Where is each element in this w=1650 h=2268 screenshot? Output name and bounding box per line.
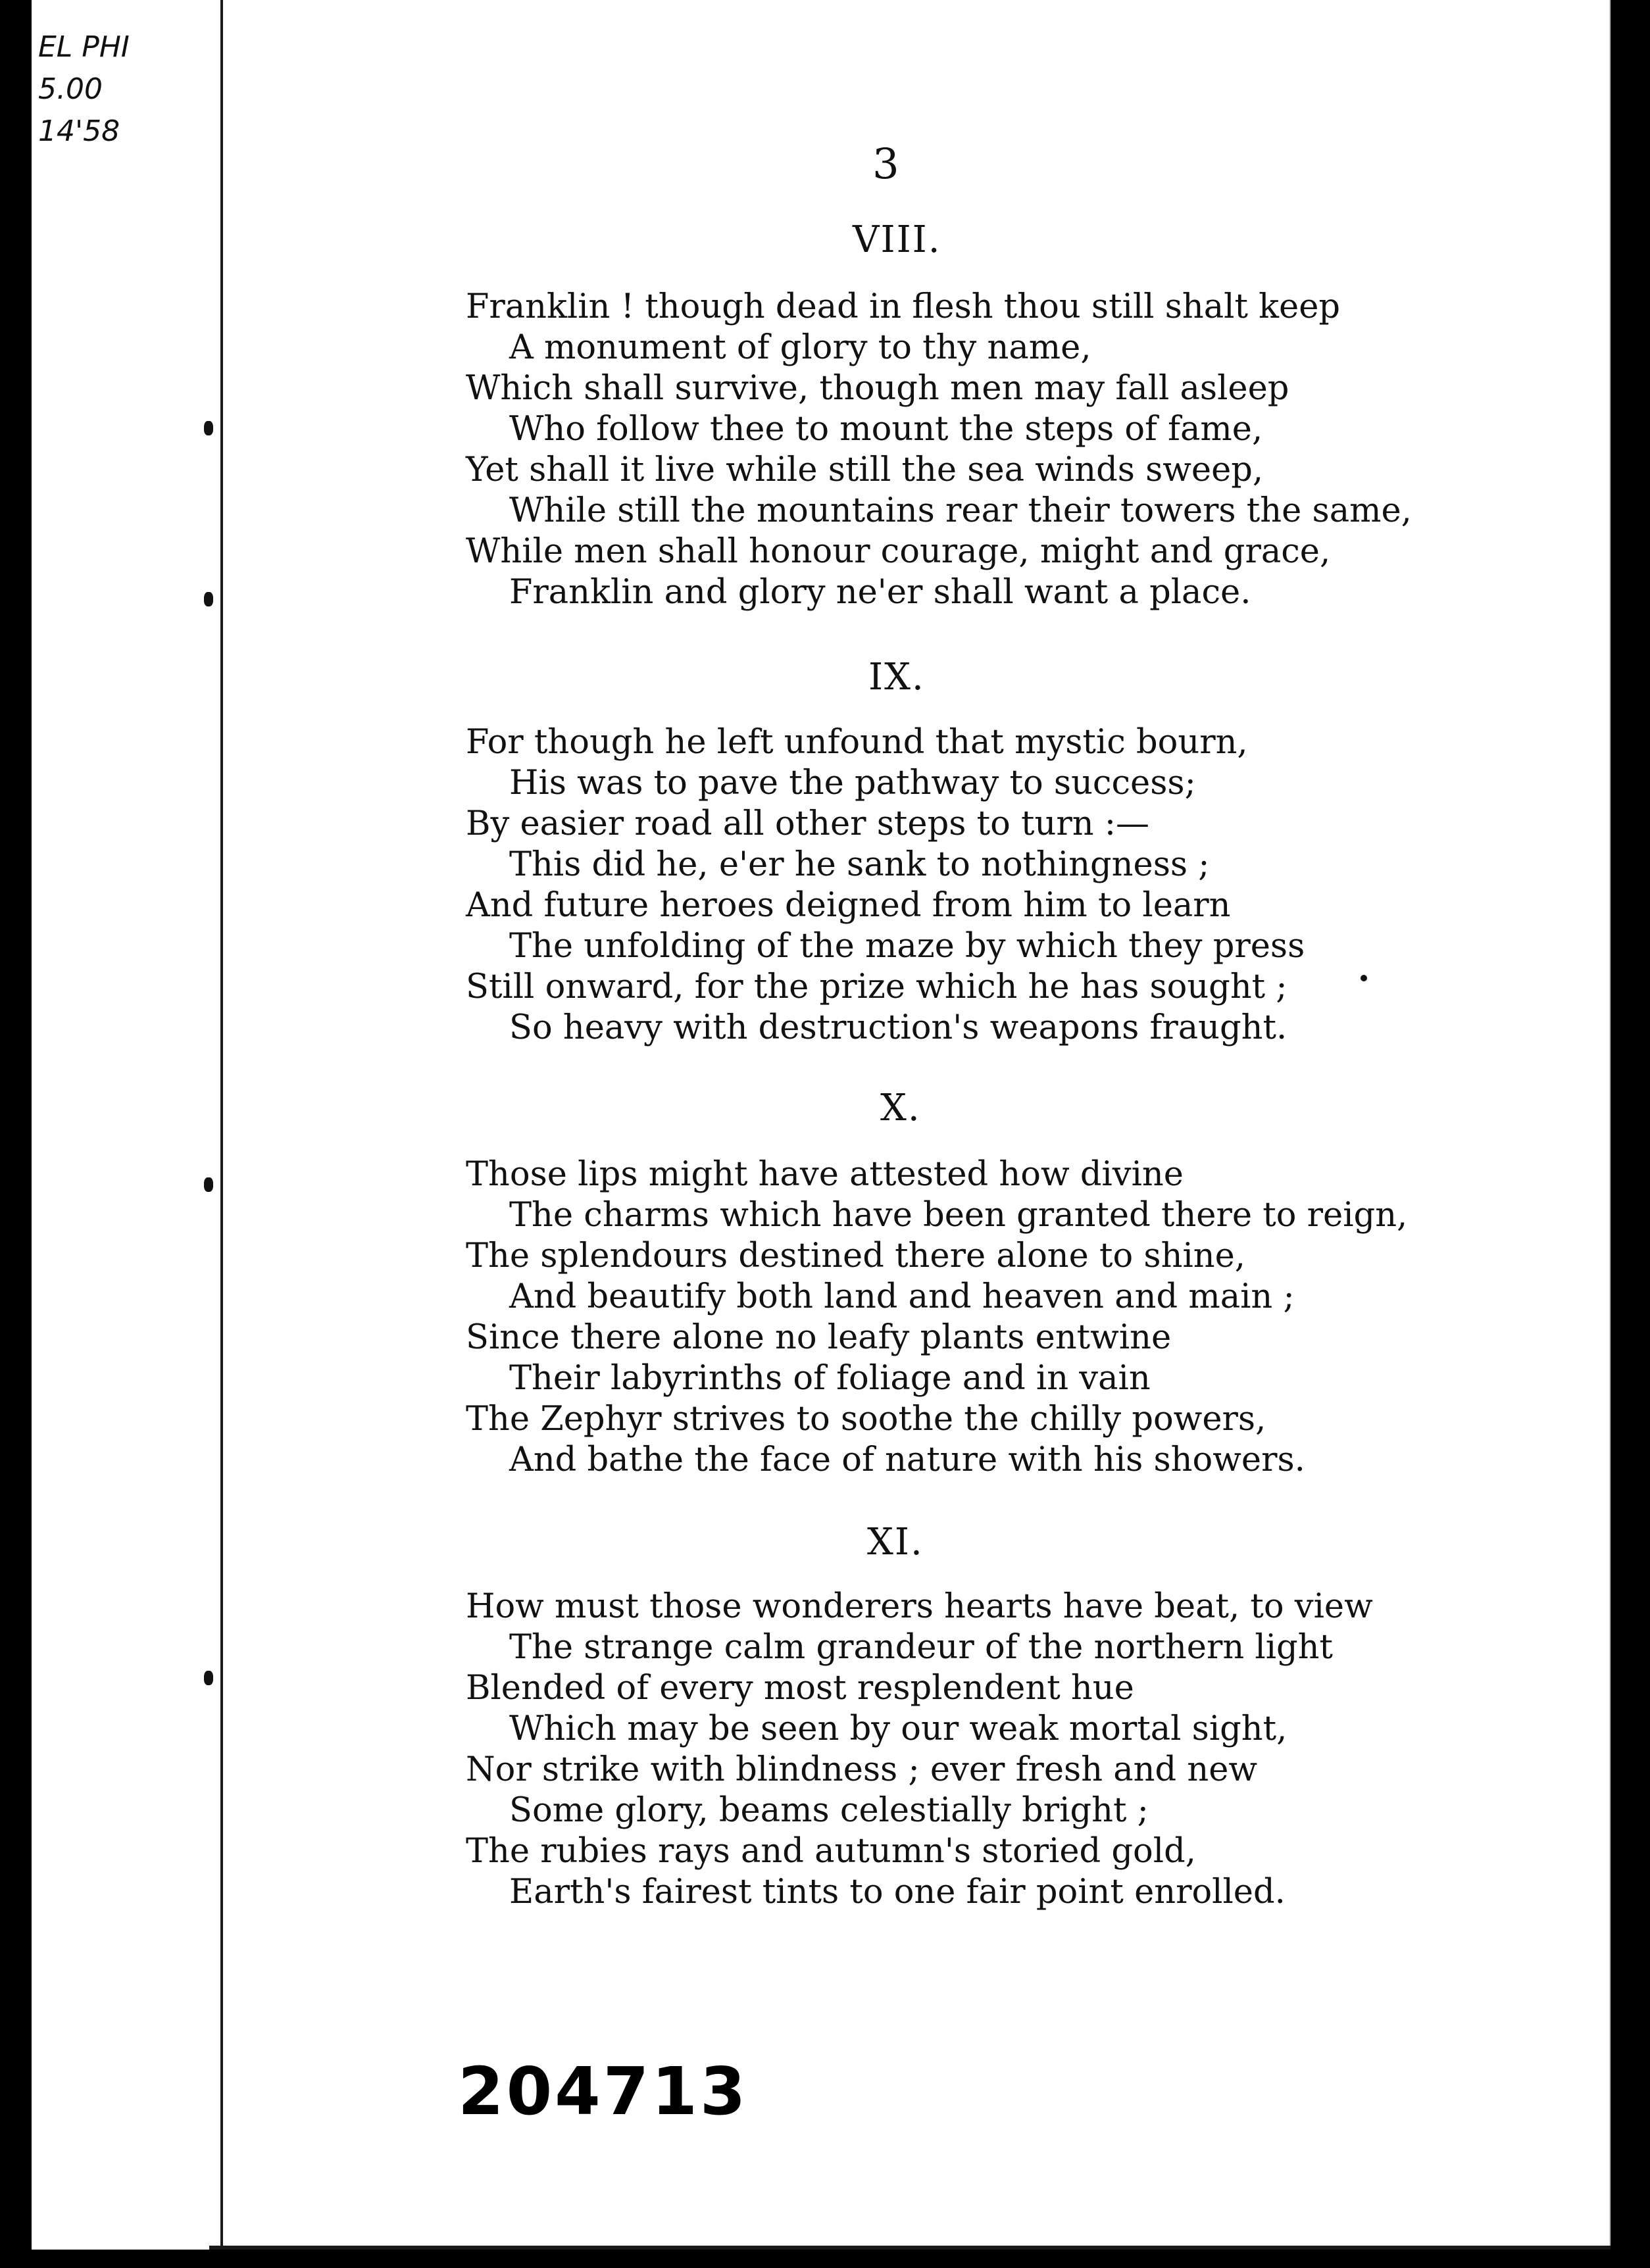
verse-line: Some glory, beams celestially bright ;: [509, 1791, 1149, 1830]
stanza-title: XI.: [867, 1521, 924, 1564]
catalog-line: EL PHI: [38, 30, 130, 64]
verse-line: This did he, e'er he sank to nothingness ;: [509, 845, 1210, 884]
verse-line: For though he left unfound that mystic bourn,: [466, 723, 1248, 762]
verse-line: The Zephyr strives to soothe the chilly powers,: [466, 1400, 1266, 1439]
stanza: [466, 1154, 1407, 1481]
stanza-title: X.: [880, 1087, 921, 1129]
verse-line: Nor strike with blindness ; ever fresh and new: [466, 1750, 1258, 1789]
verse-line: While still the mountains rear their towers the same,: [509, 491, 1412, 530]
stanza: [466, 722, 1305, 1048]
verse-line: Since there alone no leafy plants entwine: [466, 1318, 1172, 1357]
verse-line: Who follow thee to mount the steps of fame,: [509, 410, 1263, 449]
binding-margin-rule: [220, 0, 223, 2250]
page-edge-bottom: [209, 2246, 1611, 2250]
catalog-line: 5.00: [38, 72, 103, 106]
verse-line: And future heroes deigned from him to learn: [466, 886, 1231, 925]
stanza: [466, 287, 1412, 613]
verse-line: Which shall survive, though men may fall asleep: [466, 369, 1289, 408]
verse-line: The charms which have been granted there to reign,: [509, 1196, 1408, 1235]
verse-line: Which may be seen by our weak mortal sight,: [509, 1710, 1288, 1748]
binding-hole-mark: [204, 1671, 213, 1685]
verse-line: Those lips might have attested how divine: [466, 1155, 1184, 1194]
verse-line: Yet shall it live while still the sea winds sweep,: [466, 451, 1264, 489]
stanza-title: IX.: [868, 656, 925, 699]
verse-line: Still onward, for the prize which he has sought ;: [466, 968, 1288, 1006]
verse-line: The unfolding of the maze by which they press: [509, 927, 1305, 966]
verse-line: How must those wonderers hearts have beat, to view: [466, 1587, 1373, 1626]
verse-line: The strange calm grandeur of the northern light: [509, 1628, 1334, 1667]
verse-line: And bathe the face of nature with his showers.: [509, 1441, 1305, 1479]
verse-line: His was to pave the pathway to success;: [509, 764, 1196, 802]
verse-line: The rubies rays and autumn's storied gold,: [466, 1832, 1196, 1871]
binding-hole-mark: [204, 421, 213, 435]
verse-line: So heavy with destruction's weapons fraught.: [509, 1008, 1288, 1047]
stanza: [466, 1587, 1373, 1913]
page-edge-right: [1609, 0, 1611, 2250]
accession-stamp: 204713: [458, 2053, 749, 2130]
stanza-title: VIII.: [853, 218, 941, 261]
verse-line: Their labyrinths of foliage and in vain: [509, 1359, 1151, 1398]
verse-line: A monument of glory to thy name,: [509, 328, 1091, 367]
verse-line: Franklin and glory ne'er shall want a place.: [509, 573, 1251, 612]
verse-line: Earth's fairest tints to one fair point enrolled.: [509, 1873, 1286, 1911]
catalog-line: 14'58: [38, 114, 120, 148]
verse-line: Blended of every most resplendent hue: [466, 1669, 1134, 1708]
verse-line: By easier road all other steps to turn :—: [466, 804, 1150, 843]
verse-line: The splendours destined there alone to shine,: [466, 1237, 1246, 1275]
verse-line: And beautify both land and heaven and main ;: [509, 1277, 1295, 1316]
verse-line: While men shall honour courage, might and grace,: [466, 532, 1331, 571]
catalog-annotation: [38, 26, 130, 153]
binding-hole-mark: [204, 592, 213, 606]
verse-line: Franklin ! though dead in flesh thou still shalt keep: [466, 287, 1341, 326]
binding-hole-mark: [204, 1177, 213, 1192]
ink-speck: [1361, 975, 1367, 981]
page-number: 3: [872, 140, 899, 189]
scanned-page: [32, 0, 1611, 2250]
